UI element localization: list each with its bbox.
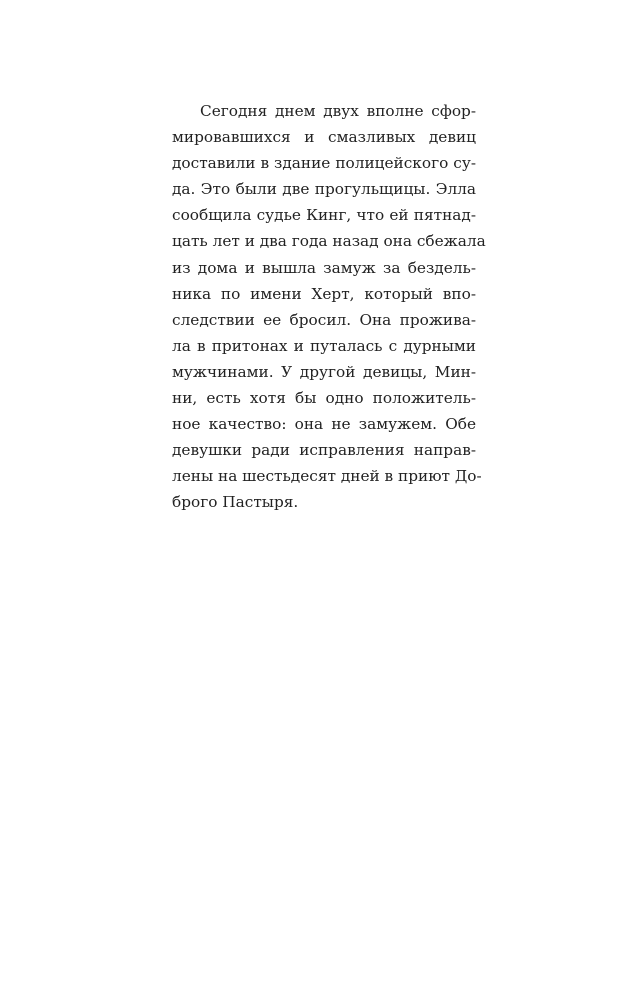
paragraph-line: Сегодня днем двух вполне сфор- [200,102,476,120]
paragraph-line: да. Это были две прогульщицы. Элла [172,180,476,199]
paragraph-line: мировавшихся и смазливых девиц [172,128,476,147]
paragraph-line: мужчинами. У другой девицы, Мин- [172,362,476,381]
paragraph-line: лены на шестьдесят дней в приют До- [172,467,482,486]
paragraph-line: сообщила судье Кинг, что ей пятнад- [172,206,476,225]
paragraph-line: ника по имени Херт, который впо- [172,284,476,303]
body-paragraph [172,98,486,516]
paragraph-line: ни, есть хотя бы одно положитель- [172,389,476,408]
paragraph-line: ла в притонах и путалась с дурными [172,336,476,355]
paragraph-line: доставили в здание полицейского су- [172,154,476,173]
paragraph-line: следствии ее бросил. Она проживa- [172,310,476,329]
paragraph-line: ное качество: она не замужем. Обе [172,415,476,434]
paragraph-line: из дома и вышла замуж за бездель- [172,258,476,277]
paragraph-line: брого Пастыря. [172,493,299,512]
paragraph-line: девушки ради исправления направ- [172,441,476,460]
paragraph-line: цать лет и два года назад она сбежала [172,232,486,251]
